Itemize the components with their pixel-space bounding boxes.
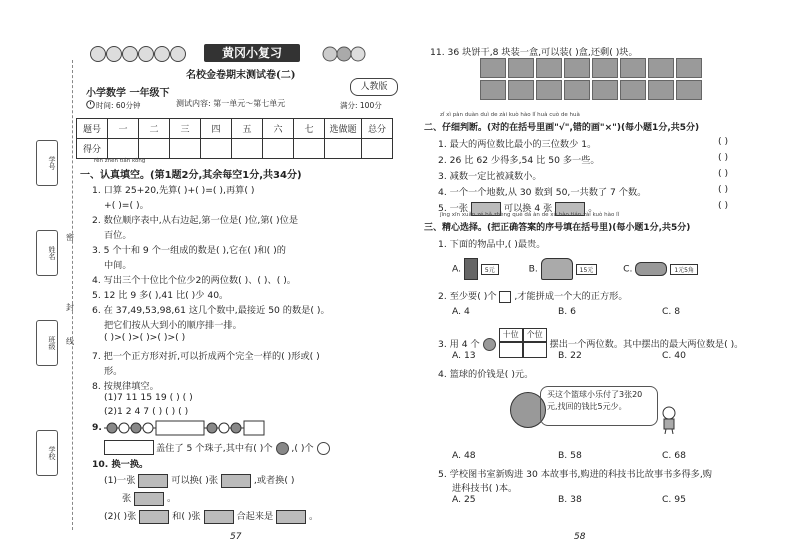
price-tag-b: 15元 (576, 264, 598, 275)
student-id-field[interactable]: 学号 (36, 140, 58, 186)
judge-4: 4. 一个一个地数,从 30 数到 50,一共数了 7 个数。 (438, 187, 647, 198)
score-input[interactable] (201, 139, 232, 159)
score-cell: 得分 (77, 139, 108, 159)
section-2-pinyin: zǐ xì pàn duàn duì de zài kuò hào lǐ huà cuò de huà (440, 112, 580, 118)
score-cell: 五 (232, 119, 263, 139)
answer-paren[interactable]: ( ) (718, 168, 729, 179)
page-number-right: 58 (574, 532, 586, 542)
header-banner (86, 44, 386, 88)
question-8: 8. 按规律填空。 (92, 381, 159, 392)
empty-bead-icon (317, 442, 330, 455)
class-field[interactable]: 班级 (36, 320, 58, 366)
banknote-icon (134, 492, 164, 506)
exam-title: 名校金卷期末测试卷(二) (186, 70, 296, 81)
child-illustration (138, 46, 154, 62)
cake-icon (541, 258, 573, 280)
choice-3 (438, 328, 743, 361)
question-2-cont: 百位。 (104, 230, 132, 241)
child-illustration (122, 46, 138, 62)
biscuit-icon (648, 58, 674, 78)
judge-5-text: 5. 一张 (438, 203, 469, 214)
section-3-title: 三、精心选择。(把正确答案的序号填在括号里)(每小题1分,共5分) (424, 223, 691, 233)
score-input[interactable] (232, 139, 263, 159)
biscuit-icon (592, 80, 618, 100)
biscuit-icon (648, 80, 674, 100)
biscuit-icon (676, 58, 702, 78)
banknote-icon (139, 510, 169, 524)
biscuit-icon (620, 80, 646, 100)
seal-marker-3: 线 (66, 337, 74, 346)
score-input[interactable] (170, 139, 201, 159)
section-1-pinyin: rèn zhēn tián kòng (94, 158, 146, 164)
q10-text: 合起来是 (236, 511, 274, 522)
bead-string-illustration (104, 420, 266, 439)
choice-2-option-a[interactable]: A. 4 (452, 306, 470, 317)
answer-paren[interactable]: ( ) (718, 184, 729, 195)
choice-4-option-c[interactable]: C. 68 (662, 450, 686, 461)
choice-2-option-c[interactable]: C. 8 (662, 306, 681, 317)
section-3-pinyin: jīng xīn xuǎn zé bǎ zhèng què dá àn de xù hào tián zài kuò hào lǐ (440, 212, 620, 218)
counter-bead-icon (483, 338, 496, 351)
choice-2 (438, 288, 628, 303)
q10-text: (1)一张 (104, 475, 136, 486)
question-6-cont: 把它们按从大到小的顺序排一排。 (104, 320, 242, 331)
seal-line (72, 60, 73, 530)
judge-5-text: 可以换 4 张 (503, 203, 553, 214)
q10-text: 。 (167, 493, 177, 504)
seal-marker-1: 密 (66, 233, 74, 242)
biscuit-icon (508, 80, 534, 100)
question-6: 6. 在 37,49,53,98,61 这几个数中,最接近 50 的数是( )。 (92, 305, 330, 316)
balloon-icon (318, 46, 368, 64)
banknote-icon (221, 474, 251, 488)
question-3-cont: 中间。 (104, 260, 132, 271)
answer-paren[interactable]: ( ) (718, 152, 729, 163)
judge-2: 2. 26 比 62 少得多,54 比 50 多一些。 (438, 155, 600, 166)
choice-5-option-b[interactable]: B. 38 (558, 494, 582, 505)
price-tag-a: 5元 (481, 264, 499, 275)
question-4: 4. 写出三个十位比个位少2的两位数( )、( )、( )。 (92, 275, 296, 286)
biscuit-icon (536, 80, 562, 100)
choice-4: 4. 篮球的价钱是( )元。 (438, 369, 534, 380)
full-score: 满分: 100分 (340, 101, 382, 110)
score-input[interactable] (325, 139, 362, 159)
score-table-header-row (77, 119, 393, 139)
choice-3-option-c[interactable]: C. 40 (662, 350, 686, 361)
choice-1: 1. 下面的物品中,( )最贵。 (438, 239, 546, 250)
score-input[interactable] (139, 139, 170, 159)
question-9-number: 9. (92, 422, 102, 433)
question-1: 1. 口算 25+20,先算( )+( )=( ),再算( ) (92, 185, 255, 196)
section-2-title: 二、仔细判断。(对的在括号里画"√",错的画"×")(每小题1分,共5分) (424, 123, 700, 133)
answer-paren[interactable]: ( ) (718, 136, 729, 147)
option-c-label: C. (623, 263, 633, 275)
q10-text: (2)( )张 (104, 511, 137, 522)
question-6-ordering: ( )>( )>( )>( )>( ) (104, 332, 186, 343)
section-1-title: 一、认真填空。(第1题2分,其余每空1分,共34分) (80, 170, 302, 181)
judge-5-text: 。 (588, 203, 598, 214)
choice-1-options (452, 258, 698, 280)
score-table (76, 118, 393, 159)
score-input[interactable] (263, 139, 294, 159)
biscuit-icon (564, 58, 590, 78)
q10-text: 张 (122, 493, 132, 504)
speech-bubble: 买这个篮球小乐付了3张20元,找回的钱比5元少。 (540, 386, 658, 426)
biscuit-icon (508, 58, 534, 78)
q10-text: ,或者换( ) (253, 475, 295, 486)
child-illustration (660, 406, 676, 432)
score-input[interactable] (294, 139, 325, 159)
question-11: 11. 36 块饼干,8 块装一盒,可以装( )盒,还剩( )块。 (430, 47, 638, 58)
choice-2-text: 2. 至少要( )个 (438, 291, 497, 302)
page-number-left: 57 (230, 532, 242, 542)
choice-4-option-a[interactable]: A. 48 (452, 450, 476, 461)
child-illustration (154, 46, 170, 62)
question-5: 5. 12 比 9 多( ),41 比( )少 40。 (92, 290, 229, 301)
seal-marker-2: 封 (66, 303, 74, 312)
judge-1: 1. 最大的两位数比最小的三位数少 1。 (438, 139, 597, 150)
biscuit-icon (564, 80, 590, 100)
question-10-part-1-cont (122, 490, 176, 506)
option-b-label: B. (528, 263, 538, 275)
choice-3-option-a[interactable]: A. 13 (452, 350, 476, 361)
place-value-chart (499, 328, 547, 361)
score-cell: 一 (108, 119, 139, 139)
question-7: 7. 把一个正方形对折,可以折成两个完全一样的( )形或( ) (92, 351, 320, 362)
score-cell: 三 (170, 119, 201, 139)
biscuit-icon (592, 58, 618, 78)
question-10-part-2 (104, 508, 318, 524)
child-illustration (170, 46, 186, 62)
question-9-text-b: ,( )个 (291, 443, 314, 454)
clock-icon (86, 100, 95, 112)
choice-5-cont: 进科技书( )本。 (452, 483, 518, 494)
edition-badge: 人教版 (350, 78, 398, 96)
choice-3-text: 摆出一个两位数。其中摆出的最大两位数是( )。 (549, 339, 744, 350)
choice-5: 5. 学校图书室新购进 30 本故事书,购进的科技书比故事书多得多,购 (438, 469, 712, 480)
score-cell: 四 (201, 119, 232, 139)
filled-bead-icon (276, 442, 289, 455)
test-scope: 测试内容: 第一单元～第七单元 (176, 99, 286, 108)
small-square-icon (499, 291, 511, 303)
choice-5-option-c[interactable]: C. 95 (662, 494, 686, 505)
biscuit-icon (620, 58, 646, 78)
score-cell: 总分 (362, 119, 393, 139)
time-label: 时间: 60分钟 (96, 101, 141, 110)
question-9-text-a: 盖住了 5 个珠子,其中有( )个 (156, 443, 273, 454)
banknote-icon (204, 510, 234, 524)
question-10-part-1 (104, 472, 295, 488)
drink-can-icon (464, 258, 478, 280)
price-tag-c: 1元5角 (670, 264, 698, 275)
tens-place-label: 十位 (499, 328, 523, 342)
question-3: 3. 5 个十和 9 个一组成的数是( ),它在( )和( )的 (92, 245, 286, 256)
score-cell: 六 (263, 119, 294, 139)
score-input[interactable] (362, 139, 393, 159)
binding-strip (36, 100, 58, 480)
biscuit-icon (536, 58, 562, 78)
choice-3-text: 3. 用 4 个 (438, 339, 480, 350)
child-illustration (90, 46, 106, 62)
question-2: 2. 数位顺序表中,从右边起,第一位是( )位,第( )位是 (92, 215, 299, 226)
biscuit-grid-illustration (480, 56, 720, 106)
score-cell: 选做题 (325, 119, 362, 139)
biscuit-icon (480, 80, 506, 100)
ones-place-label: 个位 (523, 328, 547, 342)
banknote-icon (276, 510, 306, 524)
choice-3-option-b[interactable]: B. 22 (558, 350, 582, 361)
q10-text: 和( )张 (172, 511, 201, 522)
tens-place-cell (499, 342, 523, 358)
choice-2-option-b[interactable]: B. 6 (558, 306, 576, 317)
cover-box (104, 440, 154, 455)
banknote-icon (138, 474, 168, 488)
choice-5-option-a[interactable]: A. 25 (452, 494, 476, 505)
q10-text: 可以换( )张 (171, 475, 219, 486)
score-cell: 题号 (77, 119, 108, 139)
q10-text: 。 (309, 511, 319, 522)
subject-label: 小学数学 一年级下 (86, 88, 170, 99)
question-1-cont: +( )=( )。 (104, 200, 149, 211)
choice-2-text: ,才能拼成一个大的正方形。 (514, 291, 628, 302)
question-9-text (156, 440, 330, 455)
school-field[interactable]: 学校 (36, 430, 58, 476)
judge-3: 3. 减数一定比被减数小。 (438, 171, 542, 182)
ones-place-cell (523, 342, 547, 358)
score-cell: 七 (294, 119, 325, 139)
choice-4-option-b[interactable]: B. 58 (558, 450, 582, 461)
score-cell: 二 (139, 119, 170, 139)
brand-logo: 黄冈小复习 (204, 44, 300, 62)
score-input[interactable] (108, 139, 139, 159)
score-table-score-row (77, 139, 393, 159)
option-a-label: A. (452, 263, 462, 275)
bread-icon (635, 262, 667, 276)
question-8-sequence-2: (2)1 2 4 7 ( ) ( ) ( ) (104, 406, 189, 417)
question-7-cont: 形。 (104, 366, 123, 377)
child-illustration (106, 46, 122, 62)
biscuit-icon (480, 58, 506, 78)
question-8-sequence-1: (1)7 11 15 19 ( ) ( ) (104, 392, 193, 403)
biscuit-icon (676, 80, 702, 100)
answer-paren[interactable]: ( ) (718, 200, 729, 211)
question-10: 10. 换一换。 (92, 459, 149, 470)
student-name-field[interactable]: 姓名 (36, 230, 58, 276)
